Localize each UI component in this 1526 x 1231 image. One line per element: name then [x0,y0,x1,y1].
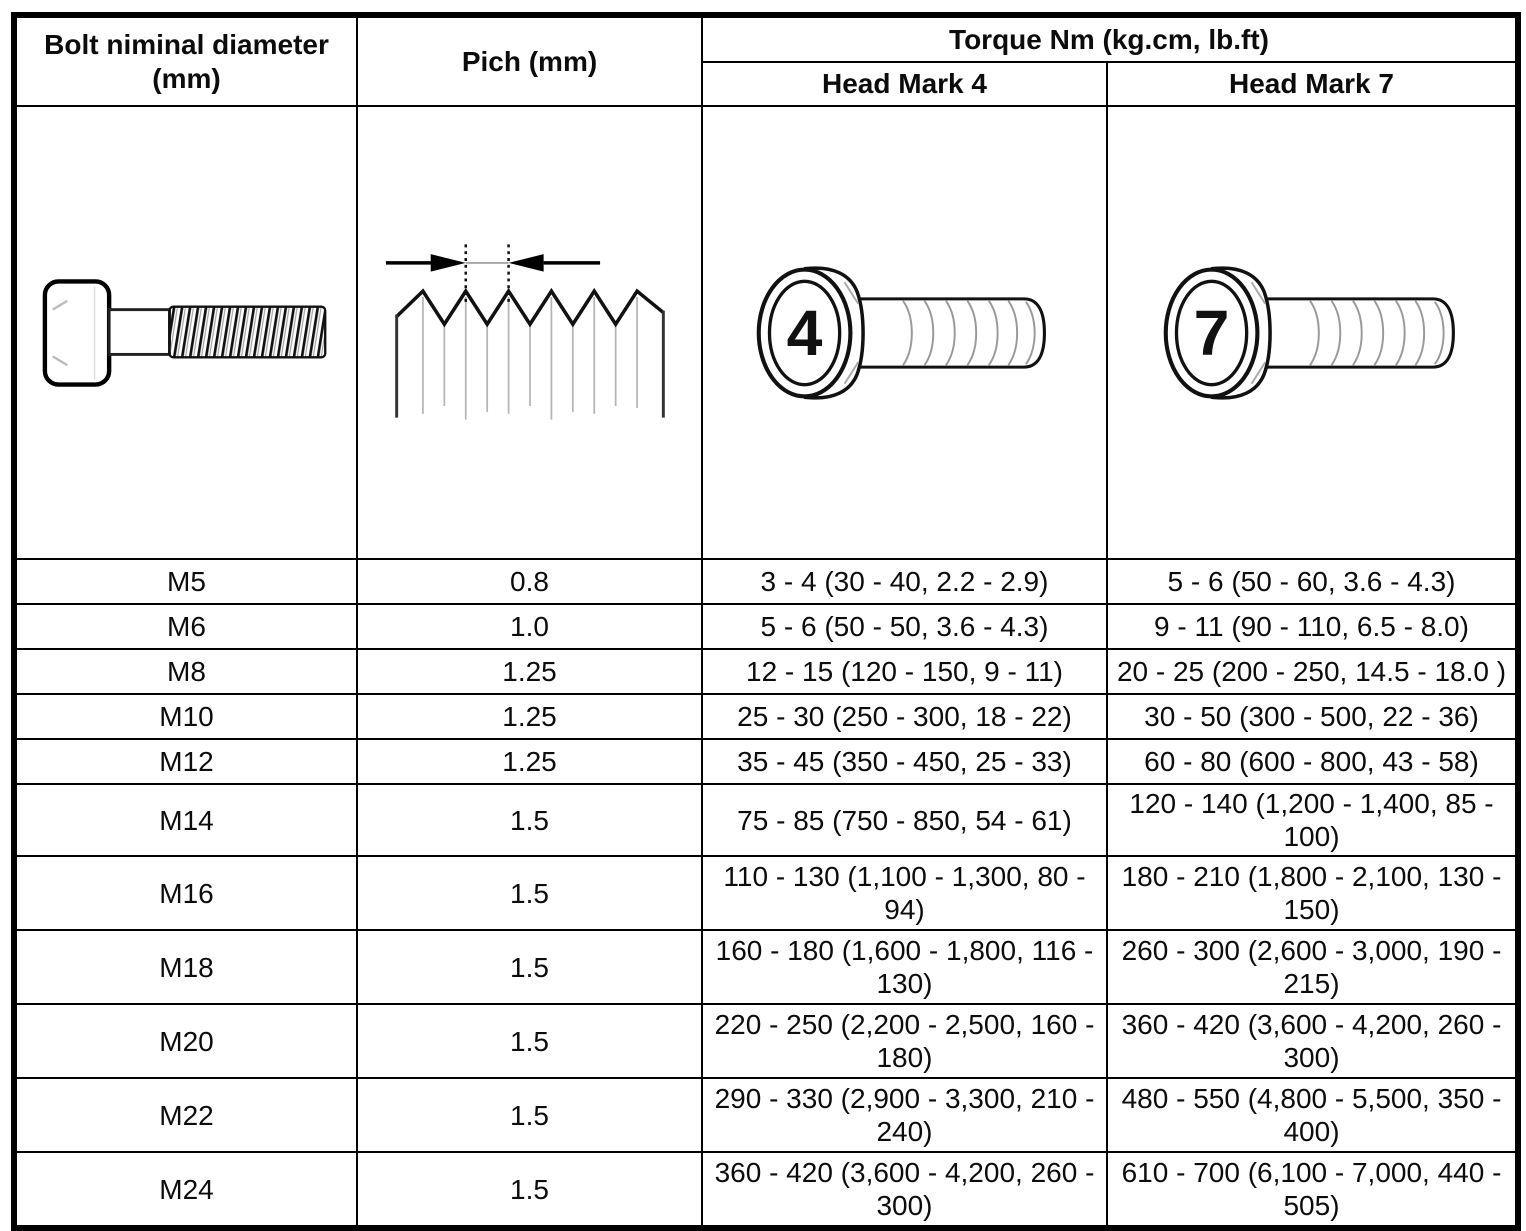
head-mark-4-bolt-illustration [749,257,1061,409]
row-m18 [14,930,1518,1004]
row-m8 [14,649,1518,694]
torque-head-mark-4-cell: 360 - 420 (3,600 - 4,200, 260 - 300) [702,1152,1107,1228]
torque-head-mark-4-cell: 35 - 45 (350 - 450, 25 - 33) [702,739,1107,784]
row-m22 [14,1078,1518,1152]
row-m6 [14,604,1518,649]
row-m20 [14,1004,1518,1078]
pitch-cell: 1.0 [357,604,702,649]
row-m16 [14,856,1518,930]
illustration-row [14,106,1518,559]
head-mark-digit: 4 [786,296,822,369]
scanned-document-page [0,12,1526,1222]
row-m5 [14,559,1518,604]
bolt-diameter-cell: M8 [14,649,357,694]
header-torque-group: Torque Nm (kg.cm, lb.ft) [702,15,1518,62]
thread-profile [396,291,663,324]
torque-head-mark-4-cell: 160 - 180 (1,600 - 1,800, 116 - 130) [702,930,1107,1004]
head-mark-7-illustration-cell [1107,106,1518,559]
bolt-side-view-cell [14,106,357,559]
bolt-diameter-cell: M18 [14,930,357,1004]
header-row-1 [14,15,1518,62]
bolt-diameter-cell: M20 [14,1004,357,1078]
torque-head-mark-7-cell: 20 - 25 (200 - 250, 14.5 - 18.0 ) [1107,649,1518,694]
head-mark-7-bolt-illustration [1156,257,1468,409]
pitch-cell: 1.25 [357,739,702,784]
torque-head-mark-7-cell: 480 - 550 (4,800 - 5,500, 350 - 400) [1107,1078,1518,1152]
thread-pitch-cell [357,106,702,559]
header-pitch: Pich (mm) [357,15,702,106]
thread-pitch-diagram [384,230,676,436]
row-m12 [14,739,1518,784]
bolt-torque-spec-table [11,12,1521,1231]
bolt-diameter-cell: M5 [14,559,357,604]
pitch-cell: 1.5 [357,1004,702,1078]
pitch-cell: 1.5 [357,930,702,1004]
bolt-diameter-cell: M6 [14,604,357,649]
pitch-cell: 1.5 [357,856,702,930]
torque-head-mark-7-cell: 30 - 50 (300 - 500, 22 - 36) [1107,694,1518,739]
header-head-mark-4: Head Mark 4 [702,62,1107,106]
pitch-cell: 1.25 [357,694,702,739]
row-m24 [14,1152,1518,1228]
head-mark-4-illustration-cell [702,106,1107,559]
pitch-arrow-left [430,254,465,272]
bolt-diameter-cell: M24 [14,1152,357,1228]
torque-head-mark-4-cell: 75 - 85 (750 - 850, 54 - 61) [702,784,1107,856]
bolt-diameter-cell: M12 [14,739,357,784]
bolt-diameter-cell: M22 [14,1078,357,1152]
header-head-mark-7: Head Mark 7 [1107,62,1518,106]
bolt-shank [109,309,169,354]
pitch-arrow-right [508,254,543,272]
bolt-diameter-cell: M16 [14,856,357,930]
torque-head-mark-4-cell: 290 - 330 (2,900 - 3,300, 210 - 240) [702,1078,1107,1152]
torque-head-mark-7-cell: 610 - 700 (6,100 - 7,000, 440 - 505) [1107,1152,1518,1228]
bolt-threads [169,306,325,357]
torque-head-mark-7-cell: 120 - 140 (1,200 - 1,400, 85 - 100) [1107,784,1518,856]
torque-head-mark-7-cell: 260 - 300 (2,600 - 3,000, 190 - 215) [1107,930,1518,1004]
pitch-cell: 1.5 [357,784,702,856]
pitch-cell: 1.5 [357,1078,702,1152]
torque-head-mark-4-cell: 12 - 15 (120 - 150, 9 - 11) [702,649,1107,694]
bolt-head [44,281,108,384]
bolt-diameter-cell: M14 [14,784,357,856]
pitch-cell: 1.5 [357,1152,702,1228]
torque-head-mark-4-cell: 110 - 130 (1,100 - 1,300, 80 - 94) [702,856,1107,930]
torque-head-mark-7-cell: 60 - 80 (600 - 800, 43 - 58) [1107,739,1518,784]
torque-head-mark-7-cell: 5 - 6 (50 - 60, 3.6 - 4.3) [1107,559,1518,604]
torque-head-mark-7-cell: 360 - 420 (3,600 - 4,200, 260 - 300) [1107,1004,1518,1078]
header-bolt-diameter: Bolt niminal diameter (mm) [14,15,357,106]
torque-head-mark-4-cell: 220 - 250 (2,200 - 2,500, 160 - 180) [702,1004,1107,1078]
torque-head-mark-7-cell: 9 - 11 (90 - 110, 6.5 - 8.0) [1107,604,1518,649]
torque-head-mark-4-cell: 3 - 4 (30 - 40, 2.2 - 2.9) [702,559,1107,604]
pitch-cell: 1.25 [357,649,702,694]
head-mark-digit: 7 [1193,296,1229,369]
row-m10 [14,694,1518,739]
torque-head-mark-7-cell: 180 - 210 (1,800 - 2,100, 130 - 150) [1107,856,1518,930]
torque-head-mark-4-cell: 25 - 30 (250 - 300, 18 - 22) [702,694,1107,739]
row-m14 [14,784,1518,856]
pitch-cell: 0.8 [357,559,702,604]
socket-head-bolt-illustration [41,275,333,391]
torque-head-mark-4-cell: 5 - 6 (50 - 50, 3.6 - 4.3) [702,604,1107,649]
bolt-diameter-cell: M10 [14,694,357,739]
